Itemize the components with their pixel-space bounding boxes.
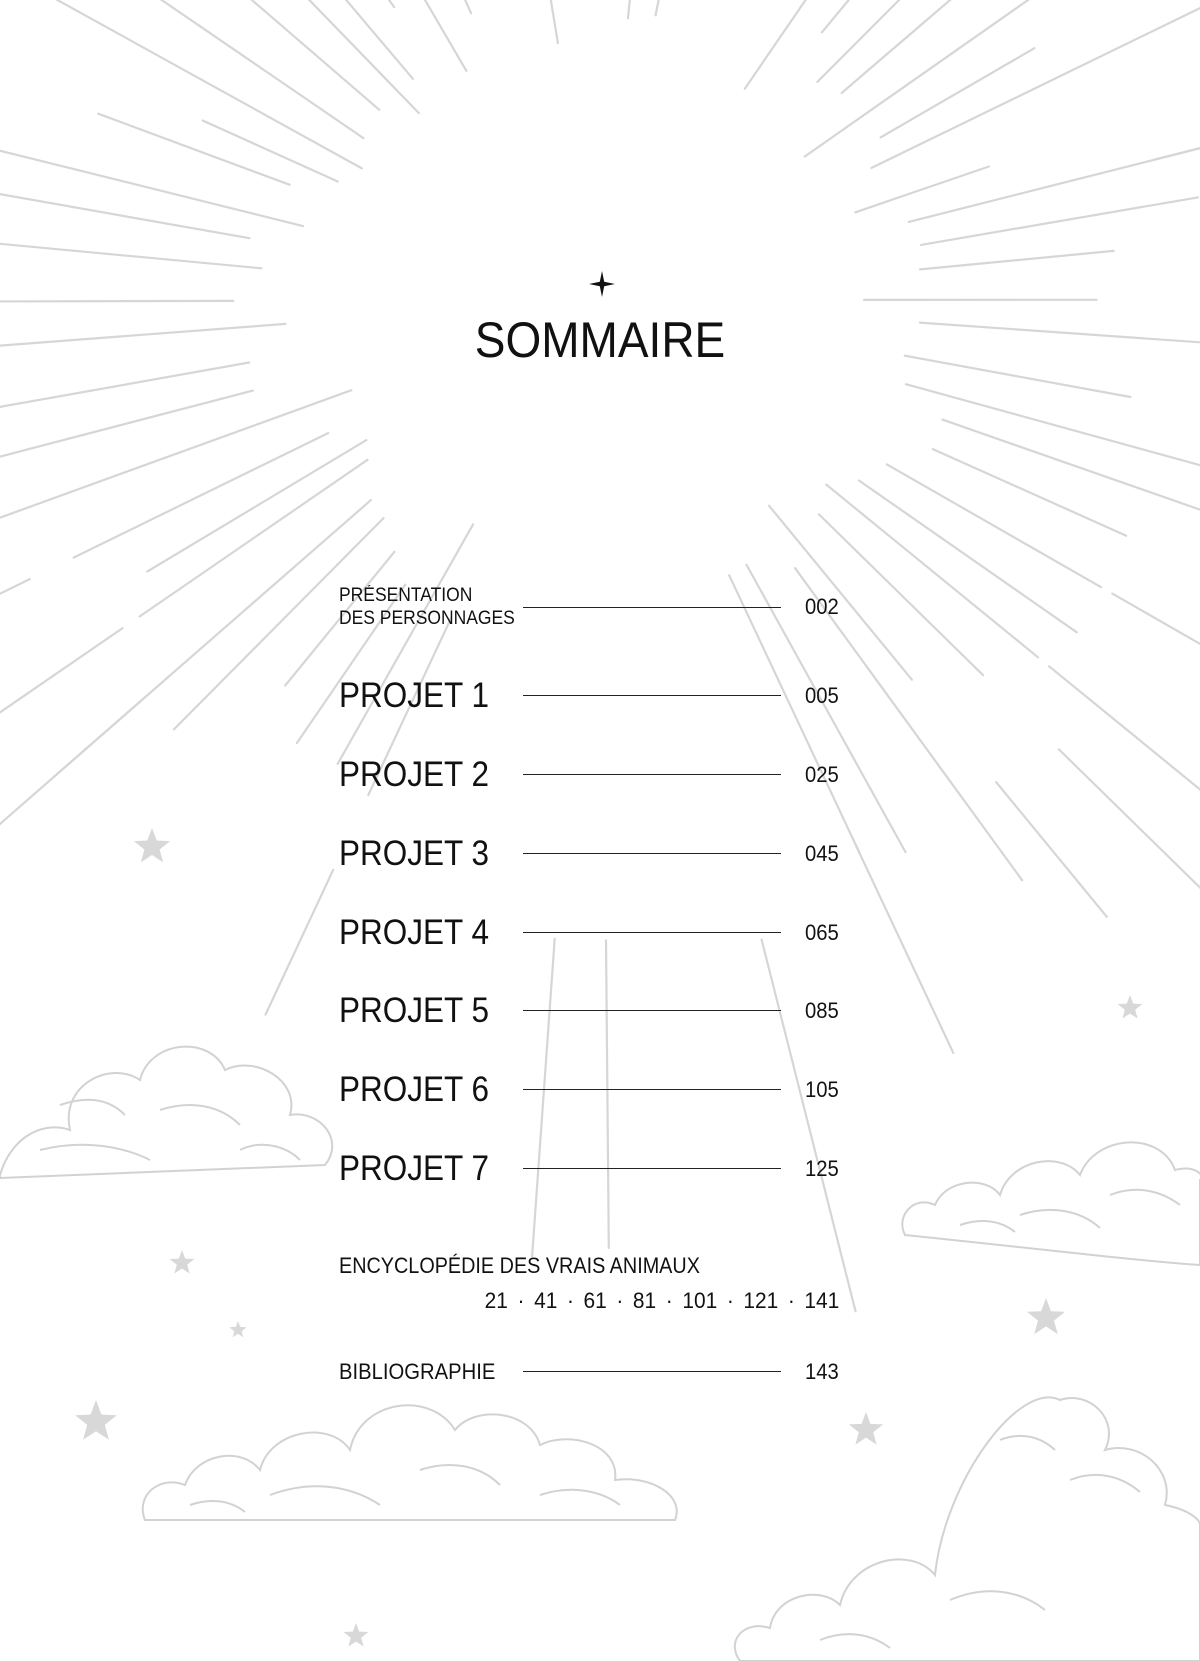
- toc-label-line2: DES PERSONNAGES: [339, 608, 515, 629]
- toc-entry-projet-1[interactable]: [339, 676, 839, 720]
- toc-entry-projet-6[interactable]: [339, 1070, 839, 1114]
- toc-label: PROJET 1: [339, 676, 489, 715]
- toc-page-number: 002: [805, 594, 839, 619]
- toc-label: PROJET 3: [339, 834, 489, 873]
- toc-label: [339, 584, 515, 630]
- toc-label: PROJET 2: [339, 755, 489, 794]
- toc-leader-line: [523, 932, 781, 933]
- toc-leader-line: [523, 1089, 781, 1090]
- toc-page-number: 025: [805, 762, 839, 787]
- toc-leader-line: [523, 695, 781, 696]
- toc-entry-projet-7[interactable]: [339, 1149, 839, 1193]
- toc-page-number: 085: [805, 998, 839, 1023]
- toc-leader-line: [523, 774, 781, 775]
- toc-page-number: 005: [805, 683, 839, 708]
- toc-page-number: 045: [805, 841, 839, 866]
- toc-label: PROJET 6: [339, 1070, 489, 1109]
- toc-entry-projet-5[interactable]: [339, 991, 839, 1035]
- toc-label: PROJET 4: [339, 913, 489, 952]
- toc-entry-projet-3[interactable]: [339, 834, 839, 878]
- toc-leader-line: [523, 607, 781, 608]
- toc-entry-presentation[interactable]: [339, 582, 839, 632]
- toc-page-number: 143: [805, 1359, 839, 1384]
- toc-label: BIBLIOGRAPHIE: [339, 1359, 496, 1384]
- toc-label: PROJET 7: [339, 1149, 489, 1188]
- toc-leader-line: [523, 1010, 781, 1011]
- toc-encyclopedie-pages: 21 · 41 · 61 · 81 · 101 · 121 · 141: [484, 1288, 839, 1313]
- toc-label: PROJET 5: [339, 991, 489, 1030]
- toc-leader-line: [523, 1168, 781, 1169]
- toc-page-number: 125: [805, 1156, 839, 1181]
- toc-entry-projet-4[interactable]: [339, 913, 839, 957]
- toc-label-line1: PRÉSENTATION: [339, 585, 473, 606]
- toc-leader-line: [523, 1371, 781, 1372]
- toc-entry-encyclopedie[interactable]: ENCYCLOPÉDIE DES VRAIS ANIMAUX: [339, 1253, 700, 1278]
- page-title: SOMMAIRE: [474, 312, 726, 368]
- toc-page-number: 105: [805, 1077, 839, 1102]
- toc-entry-projet-2[interactable]: [339, 755, 839, 799]
- toc-page-number: 065: [805, 920, 839, 945]
- toc-leader-line: [523, 853, 781, 854]
- toc-entry-bibliographie[interactable]: [339, 1357, 839, 1387]
